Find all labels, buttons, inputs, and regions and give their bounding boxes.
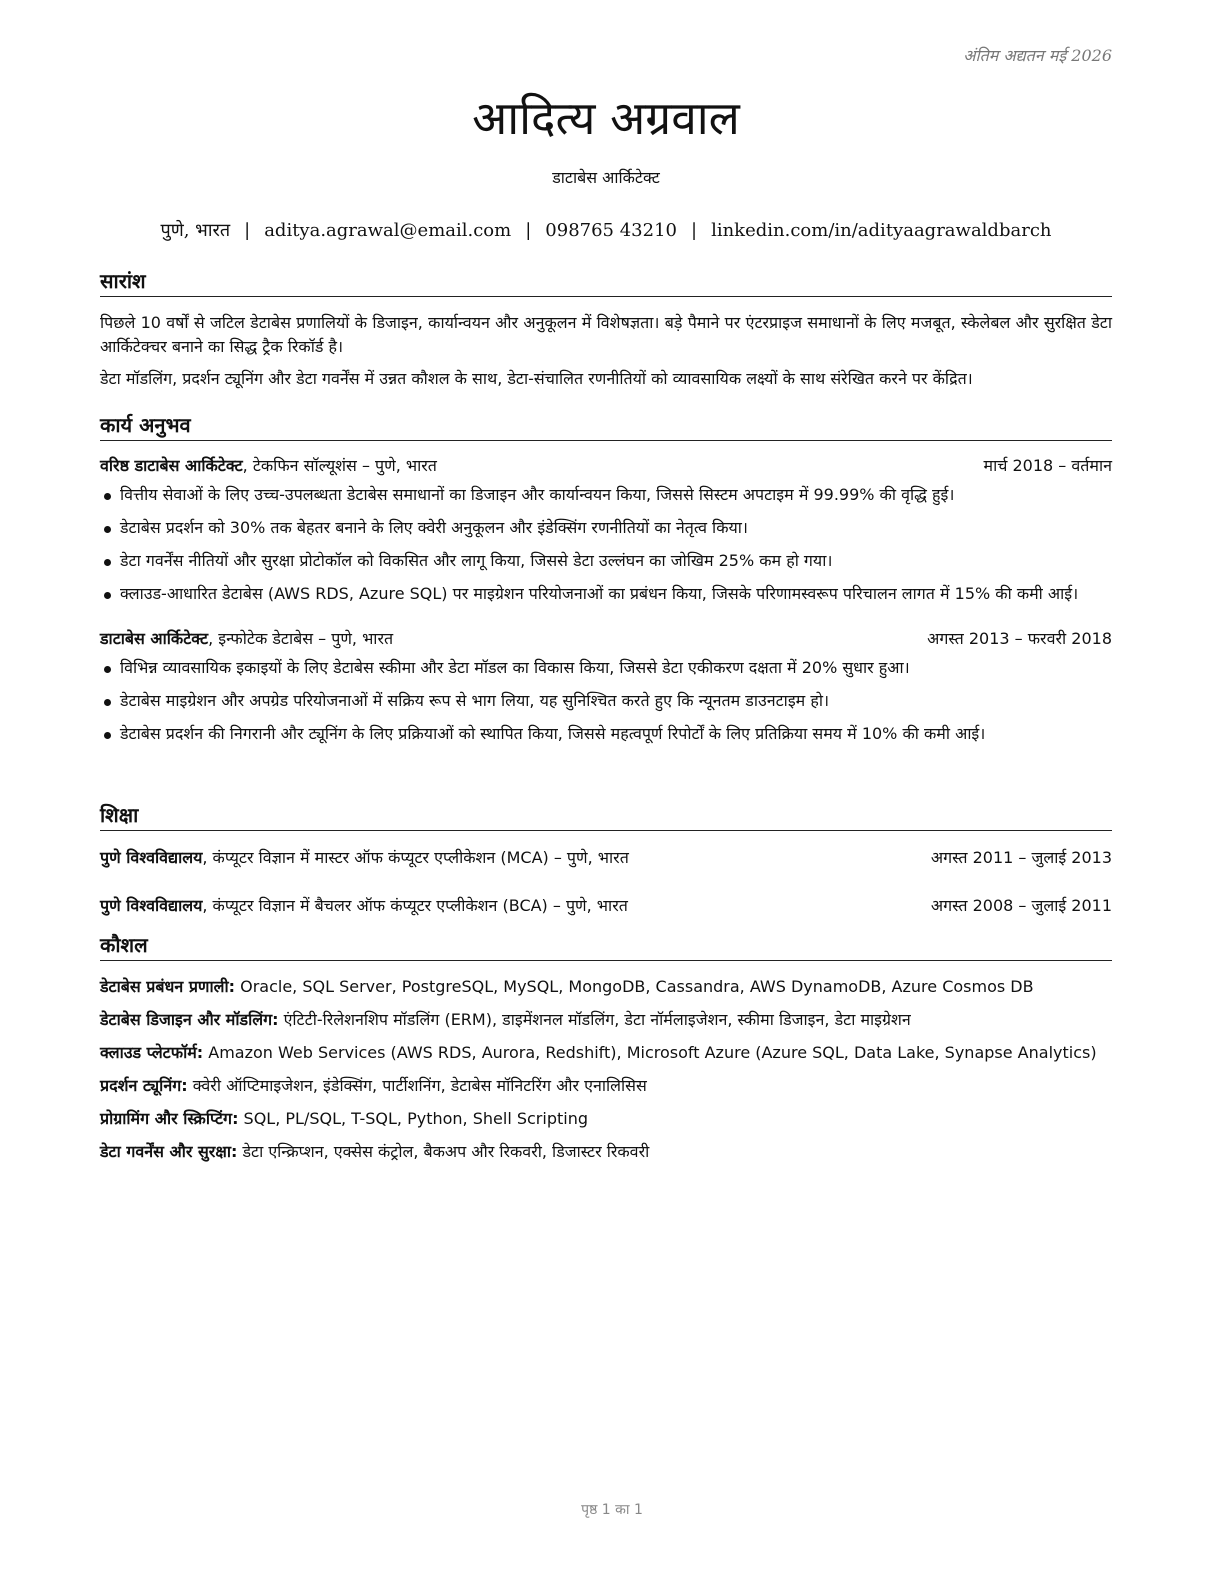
skill-row xyxy=(100,975,1112,999)
skill-value: Oracle, SQL Server, PostgreSQL, MySQL, MongoDB, Cassandra, AWS DynamoDB, Azure Cosmos DB xyxy=(235,977,1034,996)
skill-label: डेटाबेस डिजाइन और मॉडलिंग: xyxy=(100,1010,279,1029)
skill-value: SQL, PL/SQL, T-SQL, Python, Shell Scripting xyxy=(238,1109,588,1128)
contact-email[interactable]: aditya.agrawal@email.com xyxy=(264,220,512,241)
education-school: पुणे विश्वविद्यालय xyxy=(100,896,203,915)
summary-heading: सारांश xyxy=(100,268,1112,297)
list-item: डेटाबेस प्रदर्शन की निगरानी और ट्यूनिंग के लिए प्रक्रियाओं को स्थापित किया, जिससे महत्वपूर्ण रिपोर्टों के लिए प्रतिक्रिया समय में 10% की कमी आई। xyxy=(100,722,1112,746)
skill-row xyxy=(100,1107,1112,1131)
job-dates: अगस्त 2013 – फरवरी 2018 xyxy=(927,629,1112,648)
page-number: पृष्ठ 1 का 1 xyxy=(581,1502,643,1518)
contact-phone: 098765 43210 xyxy=(545,220,677,241)
contact-line xyxy=(100,218,1112,242)
list-item: डेटाबेस प्रदर्शन को 30% तक बेहतर बनाने के लिए क्वेरी अनुकूलन और इंडेक्सिंग रणनीतियों का नेतृत्व किया। xyxy=(100,516,1112,540)
skill-row xyxy=(100,1041,1112,1065)
contact-separator: | xyxy=(244,220,251,241)
education-entry xyxy=(100,893,1112,919)
list-item: क्लाउड-आधारित डेटाबेस (AWS RDS, Azure SQL) पर माइग्रेशन परियोजनाओं का प्रबंधन किया, जिसके परिणामस्वरूप परिचालन लागत में 15% की कमी आई। xyxy=(100,582,1112,606)
summary-paragraph: डेटा मॉडलिंग, प्रदर्शन ट्यूनिंग और डेटा गवर्नेंस में उन्नत कौशल के साथ, डेटा-संचालित रणनीतियों को व्यावसायिक लक्ष्यों के साथ संरेखित करने पर केंद्रित। xyxy=(100,369,973,388)
list-item: विभिन्न व्यावसायिक इकाइयों के लिए डेटाबेस स्कीमा और डेटा मॉडल का विकास किया, जिससे डेटा एकीकरण दक्षता में 20% सुधार हुआ। xyxy=(100,656,1112,680)
job-role: डाटाबेस आर्किटेक्ट xyxy=(100,629,209,648)
skills-section xyxy=(100,932,1112,1173)
job-header xyxy=(100,626,1112,652)
education-section xyxy=(100,802,1112,919)
experience-section xyxy=(100,412,1112,755)
contact-linkedin[interactable]: linkedin.com/in/adityaagrawaldbarch xyxy=(711,220,1052,241)
education-dates: अगस्त 2011 – जुलाई 2013 xyxy=(930,848,1112,867)
skill-value: क्वेरी ऑप्टिमाइजेशन, इंडेक्सिंग, पार्टीशनिंग, डेटाबेस मॉनिटरिंग और एनालिसिस xyxy=(187,1076,647,1095)
skill-label: डेटा गवर्नेंस और सुरक्षा: xyxy=(100,1142,238,1161)
contact-separator: | xyxy=(691,220,698,241)
skill-label: क्लाउड प्लेटफॉर्म: xyxy=(100,1043,204,1062)
summary-paragraph: पिछले 10 वर्षों से जटिल डेटाबेस प्रणालियों के डिजाइन, कार्यान्वयन और अनुकूलन में विशेषज्ञता। बड़े पैमाने पर एंटरप्राइज समाधानों के लिए मजबूत, स्केलेबल और सुरक्षित डेटा आर्किटेक्चर बनाने का सिद्ध ट्रैक रिकॉर्ड है। xyxy=(100,313,1112,356)
list-item: डेटा गवर्नेंस नीतियों और सुरक्षा प्रोटोकॉल को विकसित और लागू किया, जिससे डेटा उल्लंघन का जोखिम 25% कम हो गया। xyxy=(100,549,1112,573)
skill-label: प्रोग्रामिंग और स्क्रिप्टिंग: xyxy=(100,1109,239,1128)
list-item: वित्तीय सेवाओं के लिए उच्च-उपलब्धता डेटाबेस समाधानों का डिजाइन और कार्यान्वयन किया, जिससे सिस्टम अपटाइम में 99.99% की वृद्धि हुई। xyxy=(100,483,1112,507)
skill-label: प्रदर्शन ट्यूनिंग: xyxy=(100,1076,188,1095)
contact-separator: | xyxy=(525,220,532,241)
candidate-title: डाटाबेस आर्किटेक्ट xyxy=(552,168,660,187)
candidate-name: आदित्य अग्रवाल xyxy=(472,91,740,145)
job-bullets xyxy=(100,483,1112,606)
skill-row xyxy=(100,1074,1112,1098)
education-school: पुणे विश्वविद्यालय xyxy=(100,848,203,867)
skill-value: एंटिटी-रिलेशनशिप मॉडलिंग (ERM), डाइमेंशनल मॉडलिंग, डेटा नॉर्मलाइजेशन, स्कीमा डिजाइन, डेटा माइग्रेशन xyxy=(278,1010,911,1029)
education-heading: शिक्षा xyxy=(100,802,1112,831)
summary-section xyxy=(100,268,1112,391)
job-entry xyxy=(100,453,1112,606)
skills-heading: कौशल xyxy=(100,932,1112,961)
education-dates: अगस्त 2008 – जुलाई 2011 xyxy=(930,896,1112,915)
job-role: वरिष्ठ डाटाबेस आर्किटेक्ट xyxy=(100,456,243,475)
job-bullets xyxy=(100,656,1112,746)
skill-row xyxy=(100,1140,1112,1164)
job-header xyxy=(100,453,1112,479)
skills-list xyxy=(100,975,1112,1164)
skill-label: डेटाबेस प्रबंधन प्रणाली: xyxy=(100,977,236,996)
skill-value: Amazon Web Services (AWS RDS, Aurora, Redshift), Microsoft Azure (Azure SQL, Data Lake, Synapse Analytics) xyxy=(203,1043,1097,1062)
job-entry xyxy=(100,626,1112,746)
education-degree: , कंप्यूटर विज्ञान में बैचलर ऑफ कंप्यूटर एप्लीकेशन (BCA) – पुणे, भारत xyxy=(202,896,628,915)
contact-location: पुणे, भारत xyxy=(160,220,231,241)
education-entry xyxy=(100,845,1112,871)
list-item: डेटाबेस माइग्रेशन और अपग्रेड परियोजनाओं में सक्रिय रूप से भाग लिया, यह सुनिश्चित करते हुए कि न्यूनतम डाउनटाइम हो। xyxy=(100,689,1112,713)
last-updated: अंतिम अद्यतन मई 2026 xyxy=(963,46,1112,65)
skill-value: डेटा एन्क्रिप्शन, एक्सेस कंट्रोल, बैकअप और रिकवरी, डिजास्टर रिकवरी xyxy=(237,1142,650,1161)
experience-heading: कार्य अनुभव xyxy=(100,412,1112,441)
job-dates: मार्च 2018 – वर्तमान xyxy=(983,456,1112,475)
skill-row xyxy=(100,1008,1112,1032)
education-degree: , कंप्यूटर विज्ञान में मास्टर ऑफ कंप्यूटर एप्लीकेशन (MCA) – पुणे, भारत xyxy=(202,848,629,867)
job-org: , इन्फोटेक डेटाबेस – पुणे, भारत xyxy=(208,629,394,648)
job-org: , टेकफिन सॉल्यूशंस – पुणे, भारत xyxy=(242,456,437,475)
